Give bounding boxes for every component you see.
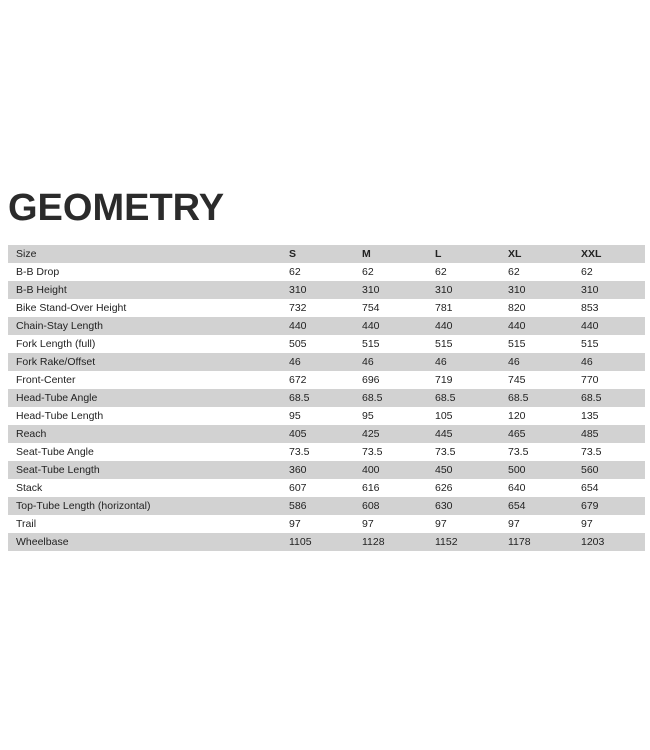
table-row [8,281,645,299]
table-cell: 425 [362,428,380,440]
table-cell: 73.5 [508,446,529,458]
table-cell: 95 [289,410,301,422]
table-cell: 73.5 [362,446,383,458]
table-cell: 465 [508,428,526,440]
row-label: Top-Tube Length (horizontal) [16,500,151,512]
table-cell: 450 [435,464,453,476]
table-cell: 62 [581,266,593,278]
table-cell: 73.5 [289,446,310,458]
row-label: Chain-Stay Length [16,320,103,332]
table-cell: 608 [362,500,380,512]
table-cell: 95 [362,410,374,422]
table-cell: 485 [581,428,599,440]
table-cell: 654 [508,500,526,512]
table-cell: 310 [435,284,453,296]
row-label: Bike Stand-Over Height [16,302,127,314]
table-cell: 500 [508,464,526,476]
table-cell: 616 [362,482,380,494]
table-cell: 440 [581,320,599,332]
table-row [8,497,645,515]
table-cell: 46 [435,356,447,368]
row-label: Trail [16,518,37,530]
column-header-s: S [289,248,297,260]
row-label: Stack [16,482,43,494]
table-row [8,263,645,281]
table-cell: 97 [508,518,520,530]
table-cell: 640 [508,482,526,494]
row-label: Wheelbase [16,536,69,548]
row-label: B-B Drop [16,266,60,278]
column-header-l: L [435,248,442,260]
table-cell: 853 [581,302,599,314]
table-cell: 405 [289,428,307,440]
table-cell: 97 [362,518,374,530]
table-cell: 515 [362,338,380,350]
table-cell: 754 [362,302,380,314]
table-cell: 1203 [581,536,605,548]
column-header-xxl: XXL [581,248,602,260]
table-cell: 62 [508,266,520,278]
table-cell: 310 [362,284,380,296]
table-cell: 97 [581,518,593,530]
table-row [8,317,645,335]
table-cell: 46 [362,356,374,368]
table-row [8,299,645,317]
table-cell: 1105 [289,536,312,548]
row-label: Reach [16,428,47,440]
geometry-table [8,245,645,551]
table-cell: 820 [508,302,526,314]
table-cell: 68.5 [435,392,456,404]
table-cell: 626 [435,482,453,494]
table-cell: 1178 [508,536,531,548]
table-cell: 46 [581,356,593,368]
table-cell: 46 [508,356,520,368]
table-cell: 73.5 [435,446,456,458]
table-cell: 97 [435,518,447,530]
table-cell: 135 [581,410,599,422]
column-header-xl: XL [508,248,522,260]
page-title: GEOMETRY [8,187,225,229]
table-cell: 46 [289,356,301,368]
table-cell: 105 [435,410,453,422]
table-cell: 440 [435,320,453,332]
table-row [8,335,645,353]
table-cell: 770 [581,374,599,386]
table-cell: 560 [581,464,599,476]
table-cell: 68.5 [581,392,602,404]
row-label: B-B Height [16,284,67,296]
row-label: Fork Length (full) [16,338,96,350]
table-cell: 310 [289,284,307,296]
table-cell: 630 [435,500,453,512]
table-row [8,515,645,533]
column-header-size: Size [16,248,37,260]
table-cell: 97 [289,518,301,530]
row-label: Seat-Tube Angle [16,446,94,458]
table-row [8,479,645,497]
table-cell: 586 [289,500,307,512]
table-cell: 1128 [362,536,385,548]
table-body [8,263,645,551]
table-cell: 719 [435,374,453,386]
table-cell: 440 [289,320,307,332]
table-row [8,461,645,479]
table-cell: 440 [508,320,526,332]
table-row [8,443,645,461]
table-row [8,425,645,443]
row-label: Seat-Tube Length [16,464,100,476]
table-cell: 515 [508,338,526,350]
table-cell: 62 [362,266,374,278]
table-cell: 68.5 [289,392,310,404]
table-cell: 310 [581,284,599,296]
table-cell: 68.5 [362,392,383,404]
table-header-row [8,245,645,263]
table-cell: 515 [581,338,599,350]
table-cell: 732 [289,302,307,314]
table-row [8,353,645,371]
table-cell: 1152 [435,536,458,548]
table-cell: 68.5 [508,392,529,404]
table-cell: 515 [435,338,453,350]
table-cell: 607 [289,482,307,494]
table-cell: 679 [581,500,599,512]
table-cell: 696 [362,374,380,386]
table-cell: 400 [362,464,380,476]
table-cell: 654 [581,482,599,494]
row-label: Front-Center [16,374,76,386]
table-cell: 672 [289,374,307,386]
table-cell: 360 [289,464,307,476]
table-cell: 62 [289,266,301,278]
row-label: Head-Tube Angle [16,392,98,404]
table-row [8,389,645,407]
table-row [8,407,645,425]
row-label: Head-Tube Length [16,410,104,422]
row-label: Fork Rake/Offset [16,356,96,368]
table-cell: 62 [435,266,447,278]
table-cell: 505 [289,338,307,350]
table-cell: 745 [508,374,526,386]
table-cell: 781 [435,302,453,314]
table-cell: 440 [362,320,380,332]
table-cell: 120 [508,410,526,422]
table-cell: 310 [508,284,526,296]
table-row [8,371,645,389]
column-header-m: M [362,248,371,260]
table-cell: 445 [435,428,453,440]
table-row [8,533,645,551]
table-cell: 73.5 [581,446,602,458]
